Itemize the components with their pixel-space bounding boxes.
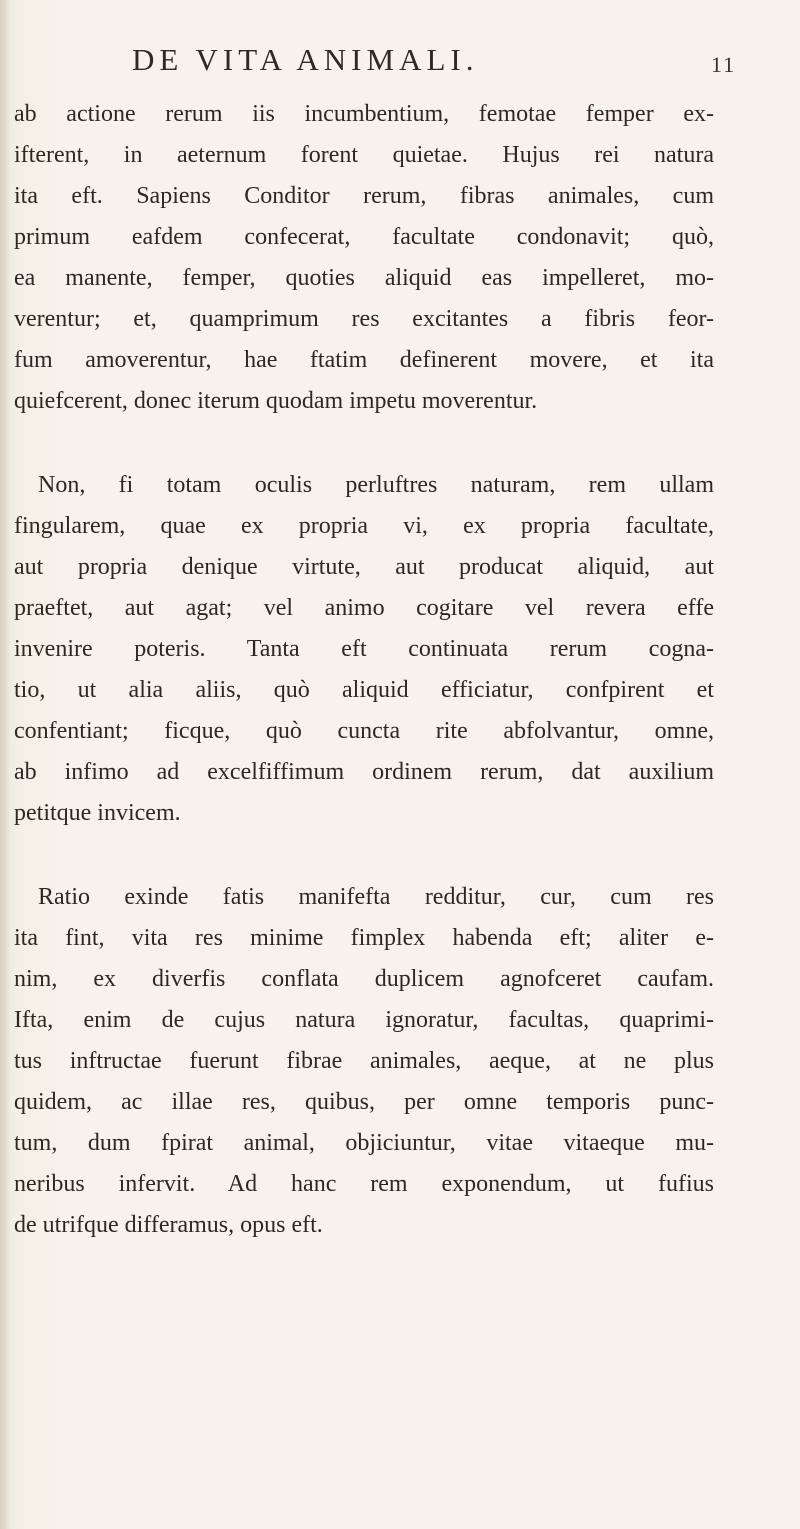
body-text: [14, 94, 714, 1246]
text-line: nim, ex diverfis conflata duplicem agnofceret caufam.: [14, 966, 714, 992]
text-line: Ratio exinde fatis manifefta redditur, cur, cum res: [38, 884, 714, 910]
gutter-shadow: [0, 0, 10, 1529]
paragraph-gap: [14, 834, 714, 877]
text-line: confentiant; ficque, quò cuncta rite abfolvantur, omne,: [14, 718, 714, 744]
text-line: ita eft. Sapiens Conditor rerum, fibras animales, cum: [14, 183, 714, 209]
paragraph-gap: [14, 422, 714, 465]
paragraph-3: [14, 877, 714, 1246]
text-line: ab actione rerum iis incumbentium, femotae femper ex-: [14, 101, 714, 127]
text-line: de utrifque differamus, opus eft.: [14, 1212, 323, 1238]
paragraph-2: [14, 465, 714, 834]
text-line: neribus infervit. Ad hanc rem exponendum, ut fufius: [14, 1171, 714, 1197]
text-line: Non, fi totam oculis perluftres naturam, rem ullam: [38, 472, 714, 498]
text-line: primum eafdem confecerat, facultate condonavit; quò,: [14, 224, 714, 250]
text-line: ita fint, vita res minime fimplex habenda eft; aliter e-: [14, 925, 714, 951]
text-line: invenire poteris. Tanta eft continuata rerum cogna-: [14, 636, 714, 662]
text-line: verentur; et, quamprimum res excitantes a fibris feor-: [14, 306, 714, 332]
text-line: fingularem, quae ex propria vi, ex propria facultate,: [14, 513, 714, 539]
text-line: tio, ut alia aliis, quò aliquid efficiatur, confpirent et: [14, 677, 714, 703]
text-line: fum amoverentur, hae ftatim definerent movere, et ita: [14, 347, 714, 373]
text-line: ifterent, in aeternum forent quietae. Hujus rei natura: [14, 142, 714, 168]
text-line: Ifta, enim de cujus natura ignoratur, facultas, quaprimi-: [14, 1007, 714, 1033]
text-line: quiefcerent, donec iterum quodam impetu moverentur.: [14, 388, 538, 414]
running-head: DE VITA ANIMALI.: [132, 42, 479, 77]
text-line: quidem, ac illae res, quibus, per omne temporis punc-: [14, 1089, 714, 1115]
text-line: ab infimo ad excelfiffimum ordinem rerum, dat auxilium: [14, 759, 714, 785]
text-line: petitque invicem.: [14, 800, 181, 826]
text-line: tus inftructae fuerunt fibrae animales, aeque, at ne plus: [14, 1048, 714, 1074]
text-line: praeftet, aut agat; vel animo cogitare vel revera effe: [14, 595, 714, 621]
text-line: tum, dum fpirat animal, objiciuntur, vitae vitaeque mu-: [14, 1130, 714, 1156]
page-header: [0, 42, 800, 82]
page-number: 11: [711, 52, 737, 77]
paragraph-1: [14, 94, 714, 422]
text-line: aut propria denique virtute, aut producat aliquid, aut: [14, 554, 714, 580]
text-line: ea manente, femper, quoties aliquid eas impelleret, mo-: [14, 265, 714, 291]
